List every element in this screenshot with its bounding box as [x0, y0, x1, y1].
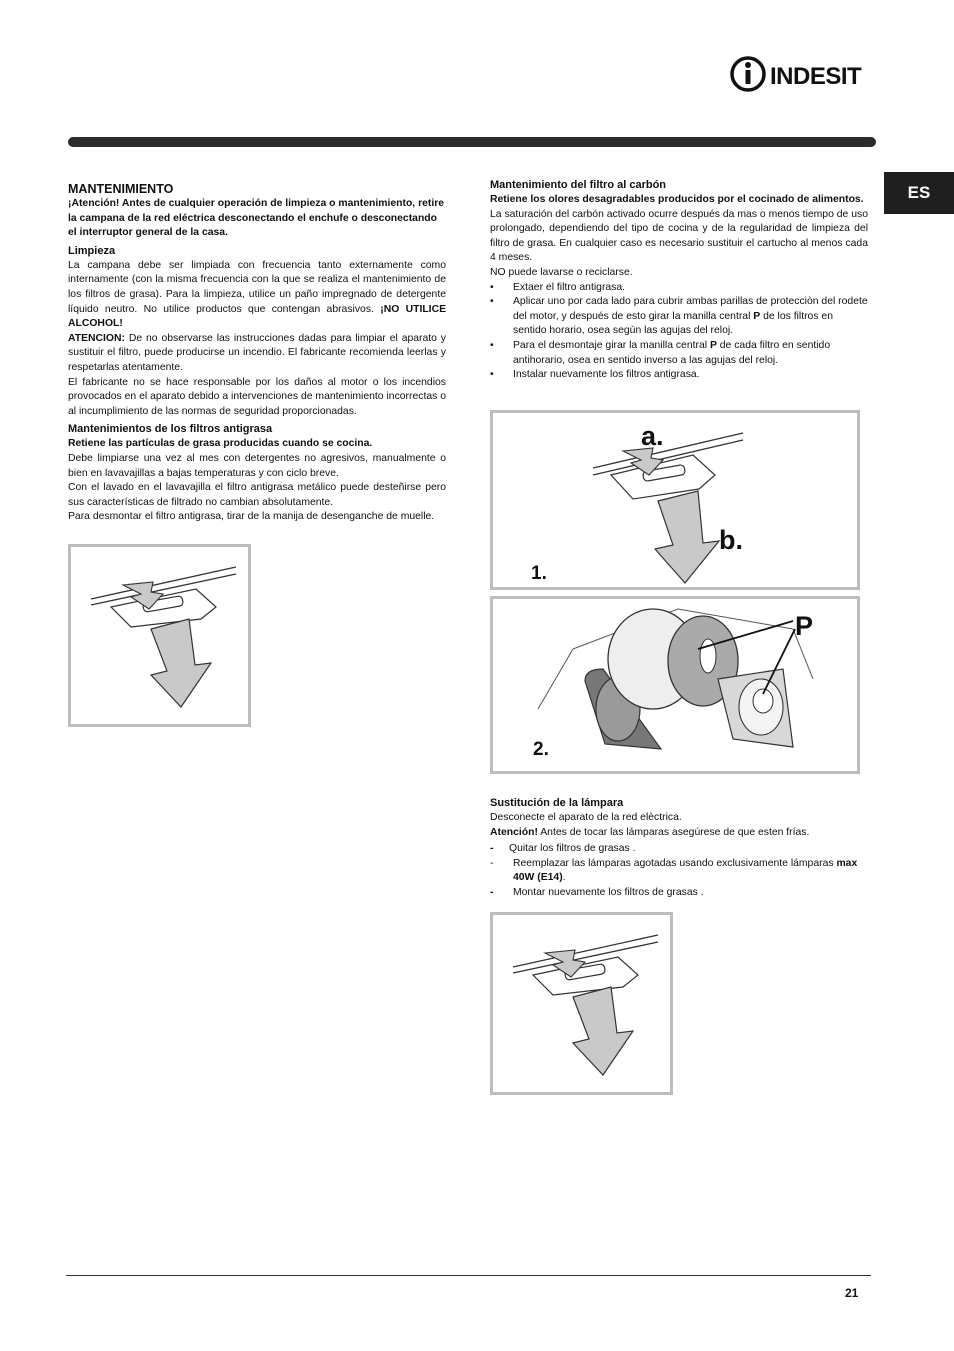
list-item: • Extaer el filtro antigrasa.	[490, 281, 626, 293]
antigrasa-title: Mantenimientos de los filtros antigrasa	[68, 423, 273, 436]
filter-removal-figure-3	[490, 912, 673, 1095]
section-title-mantenimiento: MANTENIMIENTO	[68, 182, 174, 196]
language-tab: ES	[884, 172, 954, 214]
lamp-title: Sustitución de la lámpara	[490, 797, 624, 809]
right-column	[490, 175, 868, 383]
carbon-steps-list	[490, 281, 868, 383]
svg-text:INDESIT: INDESIT	[770, 63, 862, 90]
lamp-atencion: Atención! Antes de tocar las lámparas asegúrese de que esten frías.	[490, 826, 810, 838]
antigrasa-p2: Con el lavado en el lavavajilla el filtro antigrasa metálico puede desteñirse pero sus características de filtrado no cambian absolutamente.	[68, 482, 446, 508]
limpieza-title: Limpieza	[68, 244, 116, 257]
lamp-p1: Desconecte el aparato de la red elèctrica.	[490, 812, 682, 823]
carbon-title: Mantenimiento del filtro al carbón	[490, 179, 667, 191]
list-item: - Montar nuevamente los filtros de grasas .	[490, 886, 704, 898]
antigrasa-p1: Debe limpiarse una vez al mes con detergentes no agresivos, manualmente o bien en lavavajillas a bajas temperaturas y con ciclo breve.	[68, 452, 446, 479]
antigrasa-bold: Retiene las partículas de grasa producidas cuando se cocina.	[68, 438, 373, 450]
carbon-bold: Retiene los olores desagradables producidos por el cocinado de alimentos.	[490, 194, 864, 205]
list-item: • Aplicar uno por cada lado para cubrir ambas parillas de protecciòn del rodete del motor, y después de esto girar la manilla central P de los filtros en sentido horario, osea segùn las agujas del reloj.	[490, 296, 868, 337]
left-column	[68, 181, 446, 525]
carbon-p2: NO puede lavarse o reciclarse.	[490, 266, 633, 278]
footer-line	[66, 1275, 871, 1276]
fabricante-paragraph: El fabricante no se hace responsable por los daños al motor o los incendios provocados en el aparato debido a intervenciones de mantenimiento incorrectas o al incumplimiento de las normas de seguridad proporcionadas.	[68, 376, 446, 417]
indesit-logo	[730, 52, 875, 96]
atencion-paragraph: ATENCION: De no observarse las instrucciones dadas para limpiar el aparato y sustituir el filtro, puede producirse un incendio. El fabricante recomienda leerlas y respetarlas atentamente.	[68, 332, 447, 373]
antigrasa-p3: Para desmontar el filtro antigrasa, tirar de la manija de desenganche de muelle.	[68, 511, 435, 523]
fig1-label-b: b.	[719, 525, 743, 555]
filter-removal-figure-left	[68, 544, 251, 727]
list-item: • Para el desmontaje girar la manilla central P de cada filtro en sentido antihorario, osea en sentido inverso a las agujas del reloj.	[490, 339, 831, 366]
fig1-number: 1.	[531, 563, 547, 584]
list-item: - Quitar los filtros de grasas .	[490, 843, 636, 855]
filter-removal-figure-1	[490, 410, 860, 590]
warning-text: ¡Atención! Antes de cualquier operación de limpieza o mantenimiento, retire la campana de la red eléctrica desconectando el enchufe o desconectando el interruptor general de la casa.	[68, 198, 445, 239]
header-bar	[68, 137, 876, 147]
carbon-filter-figure-2	[490, 596, 860, 774]
lamp-steps-list	[490, 842, 868, 900]
fig2-label-p: P	[795, 611, 814, 641]
page-number: 21	[845, 1286, 859, 1300]
fig1-label-a: a.	[641, 421, 664, 451]
fig2-number: 2.	[533, 739, 549, 760]
list-item: - Reemplazar las lámparas agotadas usando exclusivamente lámparas max 40W (E14).	[490, 857, 858, 884]
carbon-p1: La saturación del carbón activado ocurre después da mas o menos tiempo de uso prolongado, dependiendo del tipo de cocina y de la regularidad de limpieza del filtro de grasa. En cualquier caso es necesario sustituir el cartucho al menos cada 4 meses.	[490, 208, 868, 264]
list-item: • Instalar nuevamente los filtros antigrasa.	[490, 369, 700, 381]
lamp-section	[490, 793, 868, 901]
limpieza-paragraph: La campana debe ser limpiada con frecuencia tanto externamente como internamente (con la misma frecuencia con la que se realiza el mantenimiento de los filtros de grasa). Para la limpieza, utilice un paño impregnado de detergente líquido neutro. No utilice productos que contengan abrasivos. ¡NO UTILICE ALCOHOL!	[68, 259, 447, 330]
